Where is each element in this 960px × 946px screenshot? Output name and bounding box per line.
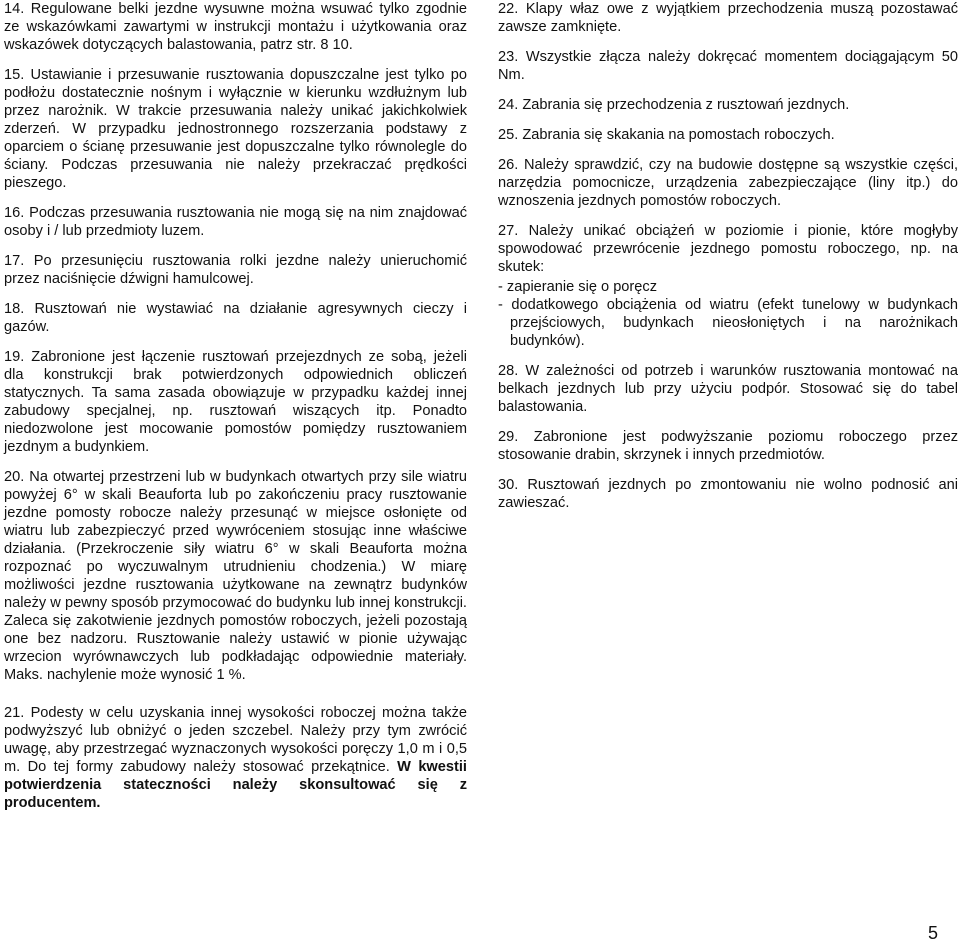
paragraph-25: 25. Zabrania się skakania na pomostach roboczych. (498, 127, 835, 143)
right-column (498, 0, 958, 524)
paragraph-17: 17. Po przesunięciu rusztowania rolki jezdne należy unieruchomić przez naciśnięcie dźwigni hamulcowej. (4, 253, 467, 287)
paragraph-18: 18. Rusztowań nie wystawiać na działanie agresywnych cieczy i gazów. (4, 301, 467, 335)
paragraph-19: 19. Zabronione jest łączenie rusztowań przejezdnych ze sobą, jeżeli dla konstrukcji brak potwierdzonych odpowiednich obliczeń statycznych. Ta sama zasada obowiązuje w przypadku każdej innej zabudowy specjalnej, np. rusztowań wiszących itp. Ponadto niedozwolone jest mocowanie pomostów pomiędzy rusztowaniem jezdnym a budynkiem. (4, 349, 467, 455)
paragraph-24: 24. Zabrania się przechodzenia z rusztowań jezdnych. (498, 97, 850, 113)
list-item: - dodatkowego obciążenia od wiatru (efekt tunelowy w budynkach przejściowych, budynkach nieosłoniętych i na narożnikach budynków). (498, 297, 958, 349)
paragraph-22: 22. Klapy właz owe z wyjątkiem przechodzenia muszą pozostawać zawsze zamknięte. (498, 1, 958, 35)
paragraph-16: 16. Podczas przesuwania rusztowania nie mogą się na nim znajdować osoby i / lub przedmioty luzem. (4, 205, 467, 239)
paragraph-27: 27. Należy unikać obciążeń w poziomie i pionie, które mogłyby spowodować przewrócenie jezdnego pomostu roboczego, np. na skutek: (498, 223, 958, 275)
paragraph-26: 26. Należy sprawdzić, czy na budowie dostępne są wszystkie części, narzędzia pomocnicze, urządzenia zabezpieczające (liny itp.) do wznoszenia jezdnych pomostów roboczych. (498, 157, 958, 209)
paragraph-30: 30. Rusztowań jezdnych po zmontowaniu nie wolno podnosić ani zawieszać. (498, 477, 958, 511)
paragraph-20: 20. Na otwartej przestrzeni lub w budynkach otwartych przy sile wiatru powyżej 6° w skali Beauforta lub po zakończeniu pracy rusztowanie jezdne pomosty robocze należy przesunąć w miejsce osłonięte od wiatru lub zabezpieczyć przed wywróceniem stosując inne właściwe działania. (Przekroczenie siły wiatru 6° w skali Beauforta można rozpoznać po wyczuwalnym utrudnieniu chodzenia.) W miarę możliwości jezdne rusztowania użytkowane na zewnątrz budynków należy w pewny sposób przymocować do budynku lub innej konstrukcji. Zaleca się zakotwienie jezdnych pomostów roboczych, jeżeli pozostają one bez nadzoru. Rusztowanie należy ustawić w pionie używając wrzecion wyrównawczych lub podkładając odpowiednie materiały. Maks. nachylenie może wynosić 1 %. (4, 469, 467, 683)
paragraph-21 (4, 704, 467, 812)
paragraph-23: 23. Wszystkie złącza należy dokręcać momentem dociągającym 50 Nm. (498, 49, 958, 83)
paragraph-29: 29. Zabronione jest podwyższanie poziomu roboczego przez stosowanie drabin, skrzynek i innych przedmiotów. (498, 429, 958, 463)
paragraph-27-list (498, 278, 958, 350)
paragraph-15: 15. Ustawianie i przesuwanie rusztowania dopuszczalne jest tylko po podłożu dostatecznie nośnym i wyłącznie w kierunku wzdłużnym lub przez narożnik. W trakcie przesuwania należy unikać jakichkolwiek zderzeń. W przypadku jednostronnego rozszerzania podstawy z oparciem o ścianę przesuwanie jest dopuszczalne tylko równolegle do ściany. Podczas przesuwania nie należy przekraczać prędkości pieszego. (4, 67, 467, 191)
paragraph-14: 14. Regulowane belki jezdne wysuwne można wsuwać tylko zgodnie ze wskazówkami zawartymi w instrukcji montażu i użytkowania oraz wskazówek dotyczących balastowania, patrz str. 8 10. (4, 1, 467, 53)
paragraph-21-bold-note: W kwestii potwierdzenia stateczności należy skonsultować się z producentem. (4, 759, 467, 811)
left-column (4, 0, 467, 824)
paragraph-28: 28. W zależności od potrzeb i warunków rusztowania montować na belkach jezdnych lub przy użyciu podpór. Stosować się do tabel balastowania. (498, 363, 958, 415)
page-number: 5 (927, 923, 938, 943)
paragraph-21-text: 21. Podesty w celu uzyskania innej wysokości roboczej można także podwyższyć lub obniżyć o jeden szczebel. Należy przy tym zwrócić uwagę, aby przestrzegać wyznaczonych wysokości poręczy 1,0 m i 0,5 m. Do tej formy zabudowy należy stosować przekątnice. (4, 705, 467, 775)
list-item: - zapieranie się o poręcz (498, 279, 657, 295)
